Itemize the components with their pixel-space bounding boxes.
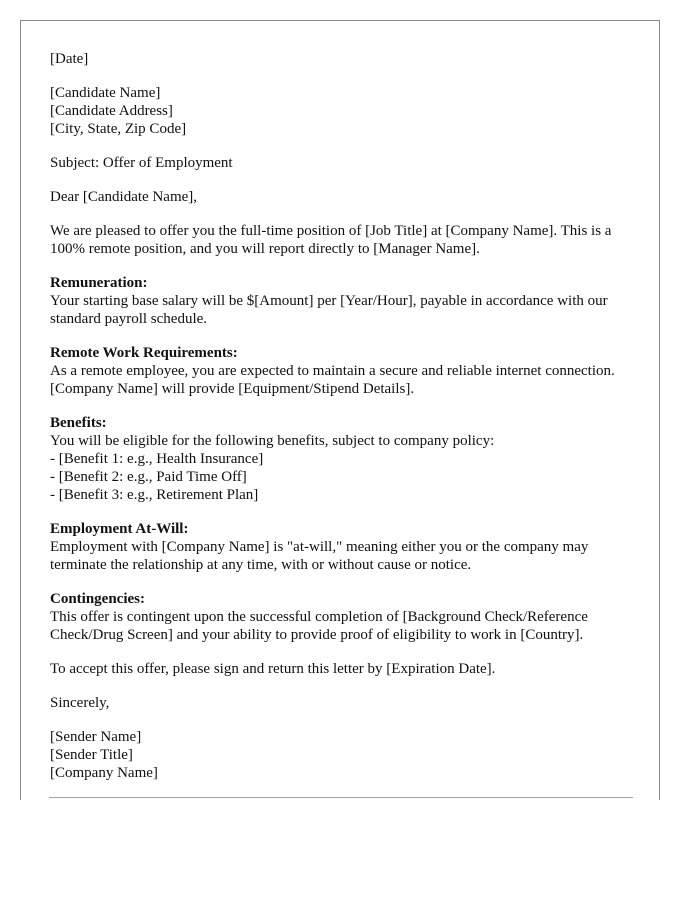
contingencies-body: This offer is contingent upon the successful completion of [Background Check/Reference Check/Drug Screen] and your ability to provide proof of eligibility to work in [Country]. [50, 609, 588, 643]
salutation: Dear [Candidate Name], [50, 189, 198, 205]
benefit-item: - [Benefit 3: e.g., Retirement Plan] [50, 487, 259, 503]
recipient-block [50, 84, 640, 138]
letter-body [50, 50, 640, 798]
remuneration-heading: Remuneration: [50, 275, 148, 291]
benefits-section [50, 414, 640, 504]
remote-work-body: As a remote employee, you are expected to maintain a secure and reliable internet connection. [Company Name] will provide [Equipment/Stipend Details]. [50, 363, 615, 397]
sender-title: [Sender Title] [50, 747, 133, 763]
acceptance-paragraph: To accept this offer, please sign and return this letter by [Expiration Date]. [50, 661, 496, 677]
at-will-section [50, 520, 640, 574]
at-will-heading: Employment At-Will: [50, 521, 189, 537]
contingencies-heading: Contingencies: [50, 591, 145, 607]
remuneration-section [50, 274, 640, 328]
date: [Date] [50, 51, 89, 67]
benefit-item: - [Benefit 1: e.g., Health Insurance] [50, 451, 264, 467]
contingencies-section [50, 590, 640, 644]
sender-company: [Company Name] [50, 765, 158, 781]
remuneration-body: Your starting base salary will be $[Amount] per [Year/Hour], payable in accordance with our standard payroll schedule. [50, 293, 608, 327]
recipient-city-state-zip: [City, State, Zip Code] [50, 121, 187, 137]
subject-line: Subject: Offer of Employment [50, 155, 233, 171]
remote-work-heading: Remote Work Requirements: [50, 345, 238, 361]
recipient-address: [Candidate Address] [50, 103, 173, 119]
benefit-item: - [Benefit 2: e.g., Paid Time Off] [50, 469, 247, 485]
at-will-body: Employment with [Company Name] is "at-will," meaning either you or the company may terminate the relationship at any time, with or without cause or notice. [50, 539, 589, 573]
intro-paragraph: We are pleased to offer you the full-time position of [Job Title] at [Company Name]. This is a 100% remote position, and you will report directly to [Manager Name]. [50, 223, 612, 257]
footer-divider [49, 797, 633, 798]
recipient-name: [Candidate Name] [50, 85, 161, 101]
letter-page [20, 20, 660, 800]
benefits-heading: Benefits: [50, 415, 107, 431]
closing: Sincerely, [50, 695, 110, 711]
sender-name: [Sender Name] [50, 729, 142, 745]
signature-block [50, 728, 640, 782]
benefits-intro: You will be eligible for the following benefits, subject to company policy: [50, 433, 495, 449]
remote-work-section [50, 344, 640, 398]
